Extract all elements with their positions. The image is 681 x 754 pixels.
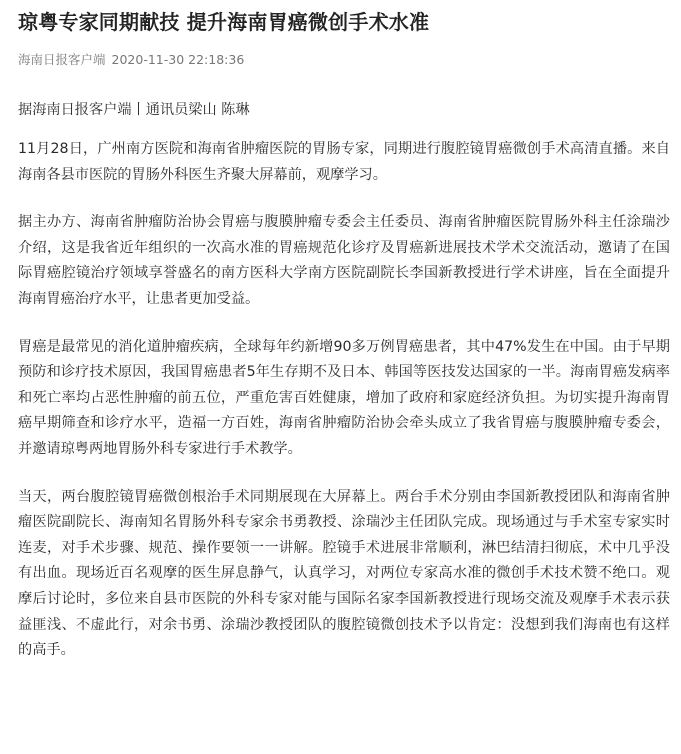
article bbox=[18, 0, 670, 664]
article-source: 海南日报客户端 bbox=[18, 52, 106, 67]
article-byline: 据海南日报客户端丨通讯员梁山 陈琳 bbox=[18, 102, 250, 118]
article-paragraph-3: 胃癌是最常见的消化道肿瘤疾病，全球每年约新增90多万例胃癌患者，其中47%发生在中国。由于早期预防和诊疗技术原因，我国胃癌患者5年生存期不及日本、韩国等医技发达国家的一半。海南胃癌发病率和死亡率均占恶性肿瘤的前五位，严重危害百姓健康，增加了政府和家庭经济负担。为切实提升海南胃癌早期筛查和诊疗水平，造福一方百姓，海南省肿瘤防治协会牵头成立了我省胃癌与腹膜肿瘤专委会，并邀请琼粤两地胃肠外科专家进行手术教学。 bbox=[18, 338, 670, 457]
article-title: 琼粤专家同期献技 提升海南胃癌微创手术水准 bbox=[18, 10, 430, 34]
article-datetime: 2020-11-30 22:18:36 bbox=[111, 52, 245, 67]
article-paragraph-1: 11月28日，广州南方医院和海南省肿瘤医院的胃肠专家，同期进行腹腔镜胃癌微创手术高清直播。来自海南各县市医院的胃肠外科医生齐聚大屏幕前，观摩学习。 bbox=[18, 141, 670, 183]
article-meta bbox=[18, 50, 670, 70]
article-paragraph-2: 据主办方、海南省肿瘤防治协会胃癌与腹膜肿瘤专委会主任委员、海南省肿瘤医院胃肠外科主任涂瑞沙介绍，这是我省近年组织的一次高水准的胃癌规范化诊疗及胃癌新进展技术学术交流活动，邀请了在国际胃癌腔镜治疗领域享誉盛名的南方医科大学南方医院副院长李国新教授进行学术讲座，旨在全面提升海南胃癌治疗水平，让患者更加受益。 bbox=[18, 214, 670, 307]
article-paragraph-4: 当天，两台腹腔镜胃癌微创根治手术同期展现在大屏幕上。两台手术分别由李国新教授团队和海南省肿瘤医院副院长、海南知名胃肠外科专家余书勇教授、涂瑞沙主任团队完成。现场通过与手术室专家实时连麦，对手术步骤、规范、操作要领一一讲解。腔镜手术进展非常顺利，淋巴结清扫彻底，术中几乎没有出血。现场近百名观摩的医生屏息静气，认真学习，对两位专家高水准的微创手术技术赞不绝口。观摩后讨论时，多位来自县市医院的外科专家对能与国际名家李国新教授进行现场交流及观摩手术表示获益匪浅、不虚此行，对余书勇、涂瑞沙教授团队的腹腔镜微创技术予以肯定：没想到我们海南也有这样的高手。 bbox=[18, 488, 670, 659]
